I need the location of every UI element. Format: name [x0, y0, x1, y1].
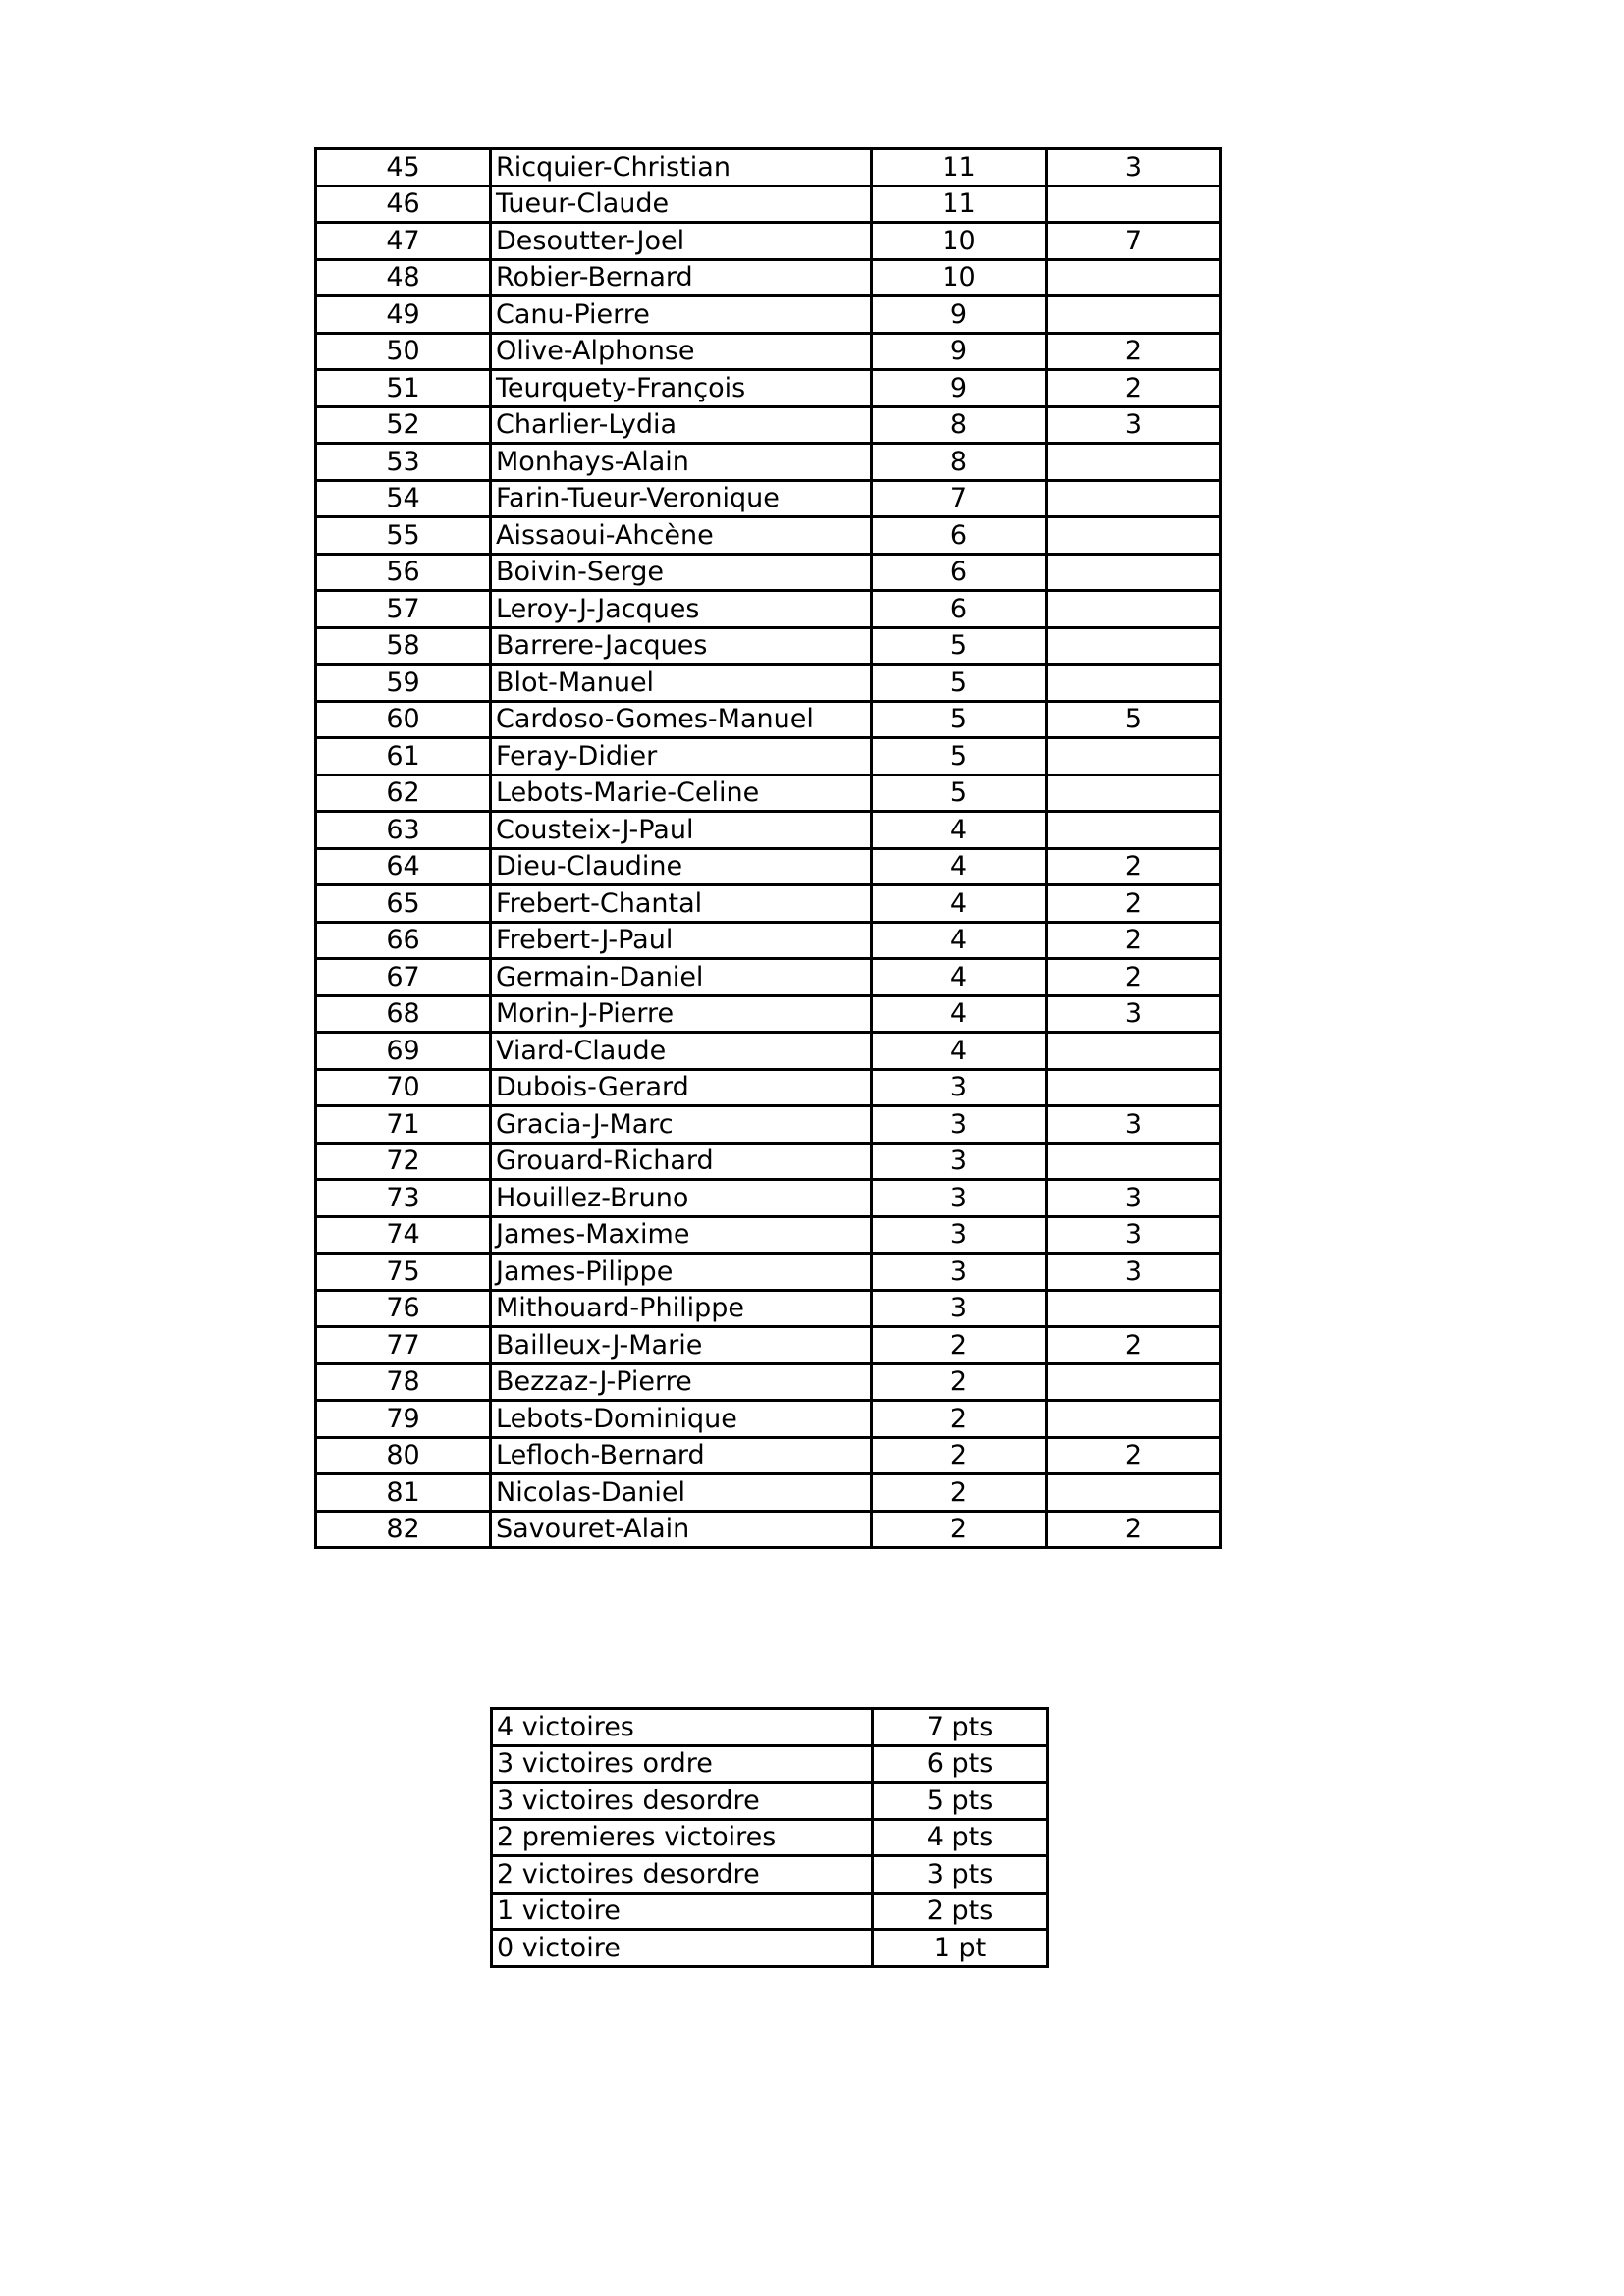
player-name-cell: Leroy-J-Jacques: [491, 591, 872, 628]
points-cell: 5: [872, 738, 1047, 775]
bonus-cell: [1047, 259, 1221, 296]
rank-cell: 69: [316, 1033, 491, 1070]
player-name-cell: Gracia-J-Marc: [491, 1106, 872, 1144]
bonus-cell: 2: [1047, 848, 1221, 885]
ranking-row: [316, 1143, 1221, 1180]
bonus-cell: 2: [1047, 370, 1221, 407]
bonus-cell: [1047, 627, 1221, 665]
points-cell: 6: [872, 517, 1047, 555]
bonus-cell: [1047, 1033, 1221, 1070]
player-name-cell: Monhays-Alain: [491, 444, 872, 481]
points-cell: 8: [872, 406, 1047, 444]
rank-cell: 48: [316, 259, 491, 296]
ranking-row: [316, 1363, 1221, 1401]
rank-cell: 61: [316, 738, 491, 775]
scoring-scale-row: [492, 1745, 1048, 1783]
ranking-row: [316, 848, 1221, 885]
bonus-cell: 5: [1047, 701, 1221, 738]
bonus-cell: 3: [1047, 1106, 1221, 1144]
ranking-row: [316, 1327, 1221, 1364]
scale-value-cell: 5 pts: [873, 1783, 1048, 1820]
ranking-row: [316, 1180, 1221, 1217]
points-cell: 4: [872, 922, 1047, 959]
bonus-cell: [1047, 186, 1221, 223]
points-cell: 2: [872, 1511, 1047, 1548]
rank-cell: 54: [316, 480, 491, 517]
scale-value-cell: 1 pt: [873, 1930, 1048, 1967]
scale-value-cell: 6 pts: [873, 1745, 1048, 1783]
points-cell: 10: [872, 223, 1047, 260]
player-name-cell: Tueur-Claude: [491, 186, 872, 223]
points-cell: 4: [872, 1033, 1047, 1070]
bonus-cell: 3: [1047, 995, 1221, 1033]
points-cell: 9: [872, 333, 1047, 370]
ranking-row: [316, 554, 1221, 591]
bonus-cell: 7: [1047, 223, 1221, 260]
ranking-table: [314, 147, 1222, 1549]
rank-cell: 74: [316, 1216, 491, 1254]
ranking-row: [316, 370, 1221, 407]
rank-cell: 52: [316, 406, 491, 444]
ranking-row: [316, 1437, 1221, 1474]
player-name-cell: Viard-Claude: [491, 1033, 872, 1070]
ranking-table-body: [316, 149, 1221, 1548]
scoring-scale-row: [492, 1856, 1048, 1894]
rank-cell: 70: [316, 1069, 491, 1106]
bonus-cell: [1047, 665, 1221, 702]
scoring-scale-row: [492, 1709, 1048, 1746]
rank-cell: 66: [316, 922, 491, 959]
ranking-row: [316, 1106, 1221, 1144]
rank-cell: 63: [316, 812, 491, 849]
scale-label-cell: 0 victoire: [492, 1930, 873, 1967]
ranking-row: [316, 701, 1221, 738]
ranking-row: [316, 665, 1221, 702]
points-cell: 2: [872, 1327, 1047, 1364]
bonus-cell: [1047, 1401, 1221, 1438]
player-name-cell: Dubois-Gerard: [491, 1069, 872, 1106]
bonus-cell: 3: [1047, 149, 1221, 187]
rank-cell: 72: [316, 1143, 491, 1180]
points-cell: 6: [872, 591, 1047, 628]
points-cell: 4: [872, 959, 1047, 996]
player-name-cell: James-Pilippe: [491, 1254, 872, 1291]
ranking-row: [316, 959, 1221, 996]
points-cell: 11: [872, 149, 1047, 187]
player-name-cell: Grouard-Richard: [491, 1143, 872, 1180]
rank-cell: 58: [316, 627, 491, 665]
ranking-row: [316, 1216, 1221, 1254]
rank-cell: 49: [316, 296, 491, 334]
rank-cell: 47: [316, 223, 491, 260]
points-cell: 5: [872, 627, 1047, 665]
points-cell: 3: [872, 1143, 1047, 1180]
player-name-cell: James-Maxime: [491, 1216, 872, 1254]
scale-label-cell: 2 premieres victoires: [492, 1819, 873, 1856]
rank-cell: 71: [316, 1106, 491, 1144]
points-cell: 3: [872, 1180, 1047, 1217]
rank-cell: 51: [316, 370, 491, 407]
rank-cell: 57: [316, 591, 491, 628]
player-name-cell: Germain-Daniel: [491, 959, 872, 996]
player-name-cell: Charlier-Lydia: [491, 406, 872, 444]
rank-cell: 62: [316, 774, 491, 812]
scale-label-cell: 4 victoires: [492, 1709, 873, 1746]
points-cell: 5: [872, 701, 1047, 738]
ranking-row: [316, 1033, 1221, 1070]
player-name-cell: Boivin-Serge: [491, 554, 872, 591]
bonus-cell: 3: [1047, 406, 1221, 444]
bonus-cell: 2: [1047, 885, 1221, 923]
scoring-scale-table: [490, 1707, 1049, 1968]
player-name-cell: Cardoso-Gomes-Manuel: [491, 701, 872, 738]
ranking-row: [316, 812, 1221, 849]
rank-cell: 46: [316, 186, 491, 223]
ranking-row: [316, 517, 1221, 555]
player-name-cell: Bezzaz-J-Pierre: [491, 1363, 872, 1401]
rank-cell: 76: [316, 1290, 491, 1327]
rank-cell: 75: [316, 1254, 491, 1291]
scoring-scale-row: [492, 1783, 1048, 1820]
scale-value-cell: 2 pts: [873, 1893, 1048, 1930]
player-name-cell: Morin-J-Pierre: [491, 995, 872, 1033]
player-name-cell: Feray-Didier: [491, 738, 872, 775]
rank-cell: 78: [316, 1363, 491, 1401]
scale-value-cell: 3 pts: [873, 1856, 1048, 1894]
player-name-cell: Olive-Alphonse: [491, 333, 872, 370]
points-cell: 9: [872, 370, 1047, 407]
bonus-cell: [1047, 591, 1221, 628]
points-cell: 5: [872, 665, 1047, 702]
player-name-cell: Savouret-Alain: [491, 1511, 872, 1548]
bonus-cell: [1047, 444, 1221, 481]
rank-cell: 53: [316, 444, 491, 481]
rank-cell: 79: [316, 1401, 491, 1438]
points-cell: 7: [872, 480, 1047, 517]
points-cell: 2: [872, 1401, 1047, 1438]
ranking-row: [316, 406, 1221, 444]
bonus-cell: [1047, 738, 1221, 775]
player-name-cell: Barrere-Jacques: [491, 627, 872, 665]
ranking-row: [316, 774, 1221, 812]
bonus-cell: 2: [1047, 333, 1221, 370]
points-cell: 4: [872, 885, 1047, 923]
player-name-cell: Ricquier-Christian: [491, 149, 872, 187]
bonus-cell: 3: [1047, 1216, 1221, 1254]
player-name-cell: Dieu-Claudine: [491, 848, 872, 885]
rank-cell: 68: [316, 995, 491, 1033]
rank-cell: 60: [316, 701, 491, 738]
scale-value-cell: 4 pts: [873, 1819, 1048, 1856]
ranking-row: [316, 591, 1221, 628]
points-cell: 2: [872, 1474, 1047, 1512]
player-name-cell: Frebert-J-Paul: [491, 922, 872, 959]
player-name-cell: Bailleux-J-Marie: [491, 1327, 872, 1364]
player-name-cell: Houillez-Bruno: [491, 1180, 872, 1217]
bonus-cell: 3: [1047, 1254, 1221, 1291]
ranking-row: [316, 995, 1221, 1033]
bonus-cell: [1047, 1363, 1221, 1401]
points-cell: 10: [872, 259, 1047, 296]
player-name-cell: Canu-Pierre: [491, 296, 872, 334]
rank-cell: 64: [316, 848, 491, 885]
ranking-row: [316, 738, 1221, 775]
bonus-cell: [1047, 1290, 1221, 1327]
rank-cell: 81: [316, 1474, 491, 1512]
bonus-cell: [1047, 1474, 1221, 1512]
bonus-cell: 2: [1047, 922, 1221, 959]
bonus-cell: [1047, 812, 1221, 849]
ranking-row: [316, 922, 1221, 959]
ranking-row: [316, 296, 1221, 334]
scale-value-cell: 7 pts: [873, 1709, 1048, 1746]
scoring-scale-row: [492, 1893, 1048, 1930]
player-name-cell: Aissaoui-Ahcène: [491, 517, 872, 555]
points-cell: 5: [872, 774, 1047, 812]
rank-cell: 56: [316, 554, 491, 591]
bonus-cell: [1047, 554, 1221, 591]
ranking-row: [316, 627, 1221, 665]
ranking-row: [316, 1069, 1221, 1106]
bonus-cell: 2: [1047, 1327, 1221, 1364]
bonus-cell: [1047, 296, 1221, 334]
rank-cell: 45: [316, 149, 491, 187]
player-name-cell: Nicolas-Daniel: [491, 1474, 872, 1512]
points-cell: 4: [872, 848, 1047, 885]
points-cell: 3: [872, 1216, 1047, 1254]
rank-cell: 73: [316, 1180, 491, 1217]
scale-label-cell: 3 victoires desordre: [492, 1783, 873, 1820]
bonus-cell: [1047, 517, 1221, 555]
player-name-cell: Lebots-Dominique: [491, 1401, 872, 1438]
player-name-cell: Lefloch-Bernard: [491, 1437, 872, 1474]
ranking-row: [316, 1511, 1221, 1548]
bonus-cell: 2: [1047, 1511, 1221, 1548]
bonus-cell: [1047, 480, 1221, 517]
player-name-cell: Cousteix-J-Paul: [491, 812, 872, 849]
player-name-cell: Robier-Bernard: [491, 259, 872, 296]
rank-cell: 55: [316, 517, 491, 555]
bonus-cell: [1047, 1143, 1221, 1180]
ranking-row: [316, 223, 1221, 260]
scale-label-cell: 2 victoires desordre: [492, 1856, 873, 1894]
ranking-row: [316, 885, 1221, 923]
points-cell: 3: [872, 1254, 1047, 1291]
ranking-row: [316, 333, 1221, 370]
ranking-row: [316, 444, 1221, 481]
ranking-row: [316, 1474, 1221, 1512]
points-cell: 3: [872, 1069, 1047, 1106]
scoring-scale-row: [492, 1930, 1048, 1967]
bonus-cell: 2: [1047, 1437, 1221, 1474]
rank-cell: 59: [316, 665, 491, 702]
player-name-cell: Desoutter-Joel: [491, 223, 872, 260]
player-name-cell: Lebots-Marie-Celine: [491, 774, 872, 812]
points-cell: 11: [872, 186, 1047, 223]
bonus-cell: 2: [1047, 959, 1221, 996]
ranking-row: [316, 259, 1221, 296]
points-cell: 3: [872, 1290, 1047, 1327]
player-name-cell: Teurquety-François: [491, 370, 872, 407]
points-cell: 8: [872, 444, 1047, 481]
player-name-cell: Mithouard-Philippe: [491, 1290, 872, 1327]
points-cell: 9: [872, 296, 1047, 334]
ranking-row: [316, 1254, 1221, 1291]
scoring-scale-row: [492, 1819, 1048, 1856]
ranking-row: [316, 149, 1221, 187]
bonus-cell: [1047, 774, 1221, 812]
ranking-row: [316, 1290, 1221, 1327]
ranking-row: [316, 186, 1221, 223]
rank-cell: 65: [316, 885, 491, 923]
rank-cell: 67: [316, 959, 491, 996]
points-cell: 2: [872, 1437, 1047, 1474]
scoring-scale-table-body: [492, 1709, 1048, 1967]
bonus-cell: 3: [1047, 1180, 1221, 1217]
points-cell: 2: [872, 1363, 1047, 1401]
rank-cell: 77: [316, 1327, 491, 1364]
points-cell: 6: [872, 554, 1047, 591]
ranking-row: [316, 480, 1221, 517]
points-cell: 4: [872, 995, 1047, 1033]
player-name-cell: Blot-Manuel: [491, 665, 872, 702]
scale-label-cell: 3 victoires ordre: [492, 1745, 873, 1783]
bonus-cell: [1047, 1069, 1221, 1106]
points-cell: 4: [872, 812, 1047, 849]
rank-cell: 50: [316, 333, 491, 370]
ranking-row: [316, 1401, 1221, 1438]
scale-label-cell: 1 victoire: [492, 1893, 873, 1930]
player-name-cell: Farin-Tueur-Veronique: [491, 480, 872, 517]
rank-cell: 82: [316, 1511, 491, 1548]
points-cell: 3: [872, 1106, 1047, 1144]
player-name-cell: Frebert-Chantal: [491, 885, 872, 923]
rank-cell: 80: [316, 1437, 491, 1474]
